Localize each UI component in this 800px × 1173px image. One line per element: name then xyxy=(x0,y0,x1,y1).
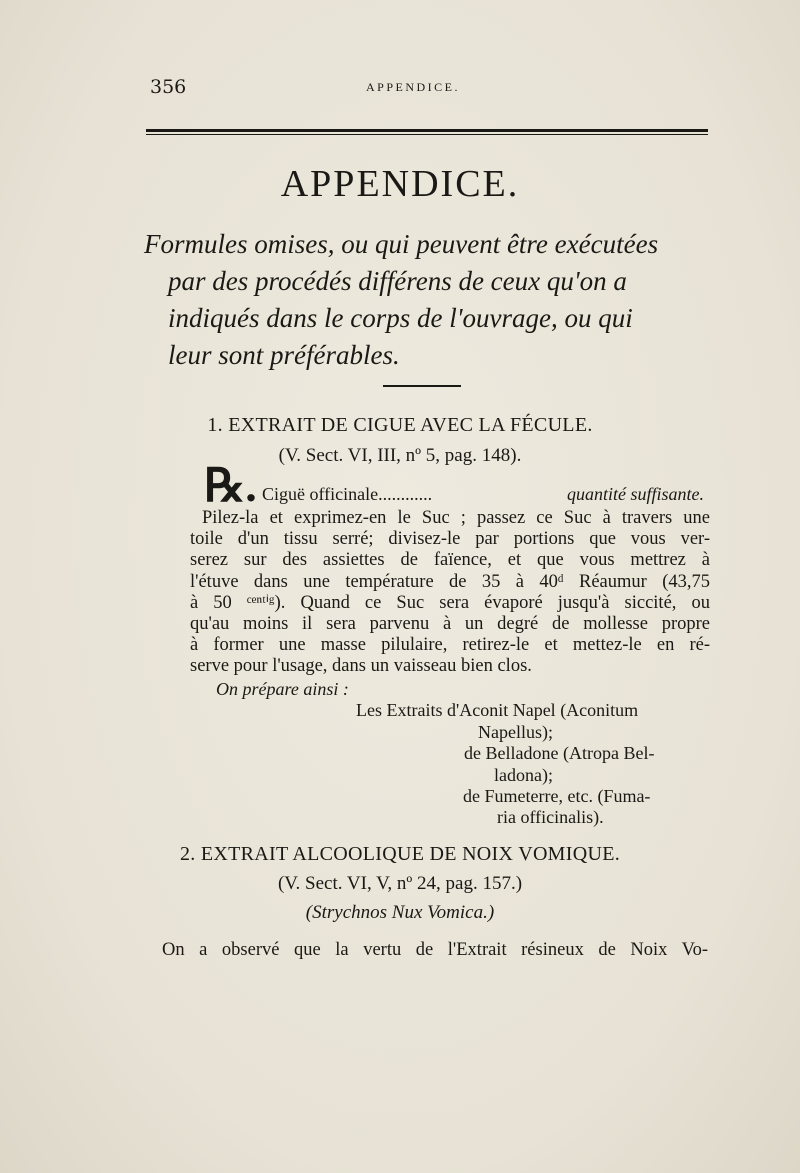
header-rule-thin xyxy=(146,134,708,135)
prep-line: ladona); xyxy=(494,765,553,785)
body-line: Pilez-la et exprimez-en le Suc ; passez ce Suc à travers une xyxy=(202,508,710,528)
ingredient-line xyxy=(262,484,712,505)
ingredient-name: Ciguë officinale............ xyxy=(262,484,433,504)
section2-species: (Strychnos Nux Vomica.) xyxy=(305,902,495,923)
prep-line: de Belladone (Atropa Bel- xyxy=(464,743,655,763)
section1-heading: 1. EXTRAIT DE CIGUE AVEC LA FÉCULE. xyxy=(207,414,593,436)
subtitle-line: leur sont préférables. xyxy=(168,340,400,370)
section2-heading: 2. EXTRAIT ALCOOLIQUE DE NOIX VOMIQUE. xyxy=(179,843,621,865)
section2-reference: (V. Sect. VI, V, nº 24, pag. 157.) xyxy=(277,873,523,894)
body-line: l'étuve dans une température de 35 à 40ᵈ Réaumur (43,75 xyxy=(190,571,710,592)
body-line: à former une masse pilulaire, retirez-le et mettez-le en ré- xyxy=(190,635,710,656)
page-number: 356 xyxy=(150,76,187,98)
body-line: serve pour l'usage, dans un vaisseau bien clos. xyxy=(190,656,532,677)
body-line: serez sur des assiettes de faïence, et que vous mettrez à xyxy=(190,550,710,571)
subtitle-line: par des procédés différens de ceux qu'on a xyxy=(168,266,627,296)
section-divider xyxy=(383,385,461,387)
closing-line: On a observé que la vertu de l'Extrait résineux de Noix Vo- xyxy=(162,940,708,960)
preparation-intro: On prépare ainsi : xyxy=(216,679,349,699)
body-line: à 50 ᶜᵉⁿᵗⁱᵍ). Quand ce Suc sera évaporé jusqu'à siccité, ou xyxy=(190,592,710,613)
prep-line: Les Extraits d'Aconit Napel (Aconitum xyxy=(356,700,639,720)
recipe-symbol: ℞. xyxy=(204,460,257,511)
running-head-title: APPENDICE. xyxy=(366,80,461,94)
subtitle-line: Formules omises, ou qui peuvent être exécutées xyxy=(144,229,659,259)
header-rule-thick xyxy=(146,129,708,132)
prep-line: Napellus); xyxy=(478,722,553,742)
prep-line: ria officinalis). xyxy=(497,807,604,827)
subtitle xyxy=(144,226,718,374)
ingredient-quantity: quantité suffisante. xyxy=(567,484,704,504)
page-title: APPENDICE. xyxy=(280,163,520,205)
section1-reference: (V. Sect. VI, III, nº 5, pag. 148). xyxy=(278,445,522,466)
section1-body xyxy=(190,508,710,678)
subtitle-line: indiqués dans le corps de l'ouvrage, ou qui xyxy=(168,303,633,333)
body-line: toile d'un tissu serré; divisez-le par portions que vous ver- xyxy=(190,529,710,550)
prep-line: de Fumeterre, etc. (Fuma- xyxy=(463,786,651,806)
body-line: qu'au moins il sera parvenu à un degré de mollesse propre xyxy=(190,614,710,635)
